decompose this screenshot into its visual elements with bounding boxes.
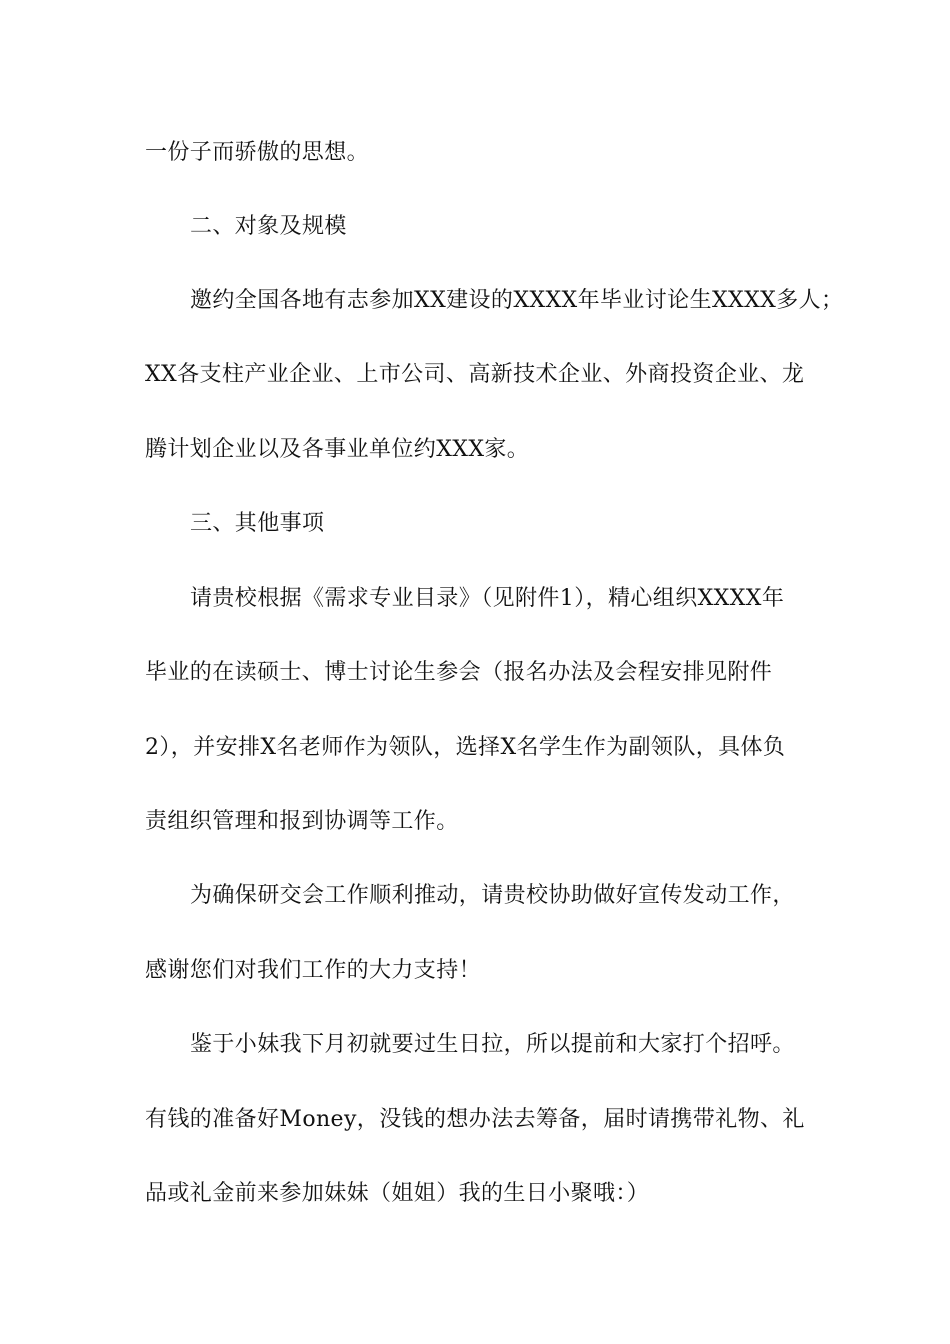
text-line-5: 腾计划企业以及各事业单位约XXX家。 — [145, 437, 530, 462]
section-heading-3: 三、其他事项 — [190, 511, 325, 536]
text-line-15: 品或礼金前来参加妹妹（姐姐）我的生日小聚哦：） — [145, 1181, 650, 1206]
text-line-3: 邀约全国各地有志参加XX建设的XXXX年毕业讨论生XXXX多人； — [190, 288, 844, 313]
text-line-11: 为确保研交会工作顺利推动，请贵校协助做好宣传发动工作， — [190, 883, 795, 908]
text-line-1: 一份子而骄傲的思想。 — [145, 140, 370, 165]
section-heading-2: 二、对象及规模 — [190, 214, 347, 239]
text-line-7: 请贵校根据《需求专业目录》（见附件1），精心组织XXXX年 — [190, 586, 785, 611]
text-line-9: 2），并安排X名老师作为领队，选择X名学生作为副领队，具体负 — [145, 735, 786, 760]
text-line-13: 鉴于小妹我下月初就要过生日拉，所以提前和大家打个招呼。 — [190, 1032, 795, 1057]
text-line-10: 责组织管理和报到协调等工作。 — [145, 809, 459, 834]
text-line-8: 毕业的在读硕士、博士讨论生参会（报名办法及会程安排见附件 — [145, 660, 773, 685]
text-line-4: XX各支柱产业企业、上市公司、高新技术企业、外商投资企业、龙 — [145, 362, 805, 387]
text-line-12: 感谢您们对我们工作的大力支持！ — [145, 958, 482, 983]
text-line-14: 有钱的准备好Money，没钱的想办法去筹备，届时请携带礼物、礼 — [145, 1107, 805, 1132]
